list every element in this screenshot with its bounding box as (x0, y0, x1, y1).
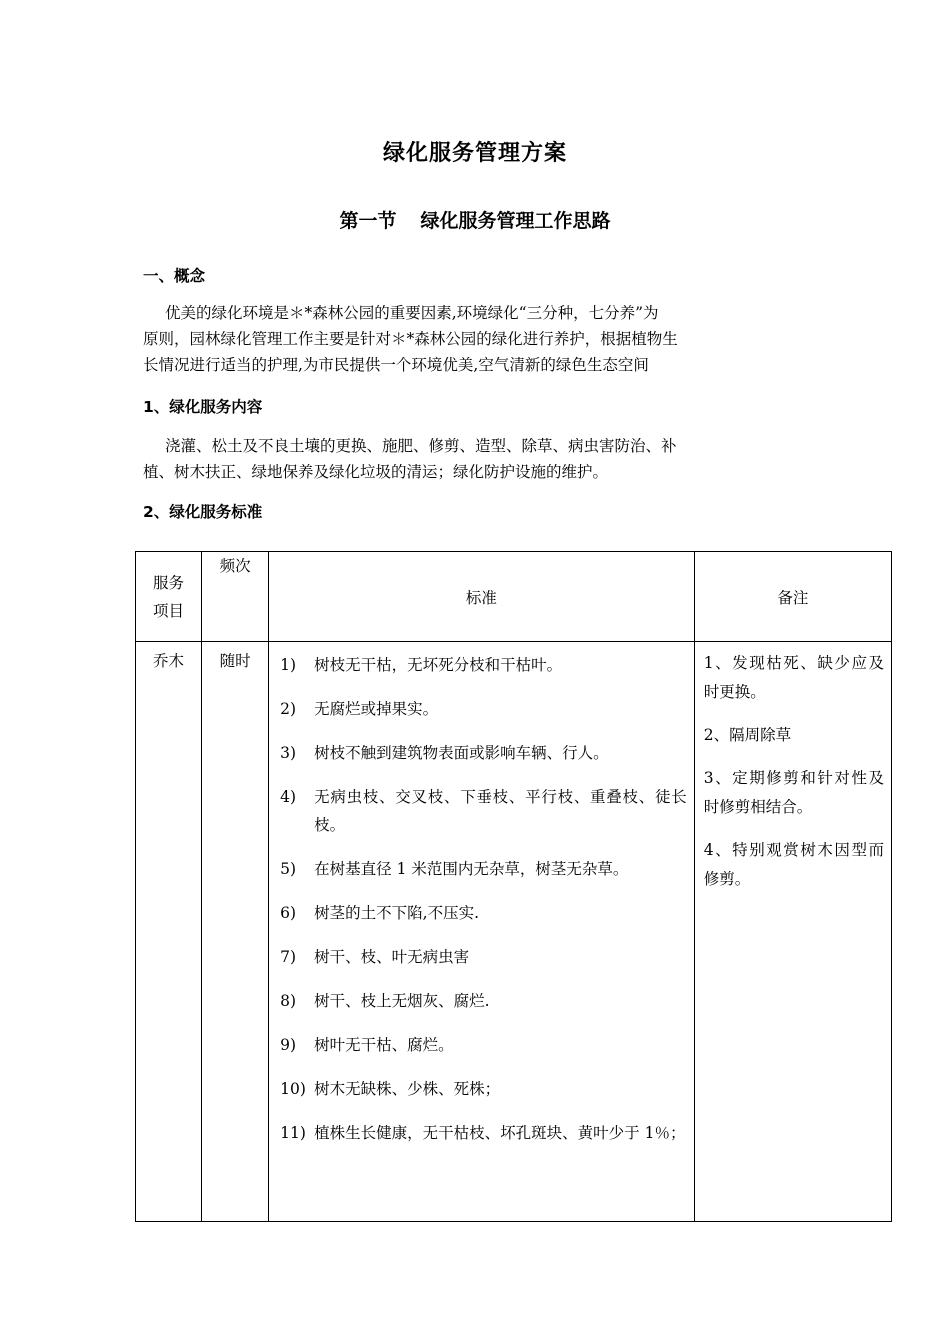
standard-heading: 2、绿化服务标准 (143, 503, 263, 521)
standard-number: 1) (280, 656, 297, 674)
standard-item (280, 855, 687, 883)
header-item-line-2: 项目 (153, 601, 185, 620)
concept-paragraph (143, 300, 813, 378)
standard-item (280, 899, 687, 927)
header-item-line-1: 服务 (153, 573, 185, 592)
standards-table (135, 551, 892, 1222)
header-standard: 标准 (269, 552, 695, 642)
content-line-2: 植、树木扶正、绿地保养及绿化垃圾的清运；绿化防护设施的维护。 (143, 463, 609, 481)
standard-item (280, 1075, 687, 1103)
cell-item: 乔木 (136, 642, 202, 1222)
note-item: 3、定期修剪和针对性及时修剪相结合。 (703, 769, 884, 816)
standard-text: 树叶无干枯、腐烂。 (314, 1036, 454, 1054)
content-line-1: 浇灌、松土及不良土壤的更换、施肥、修剪、造型、除草、病虫害防治、补 (165, 437, 677, 455)
table-row (136, 642, 892, 1222)
standard-item (280, 987, 687, 1015)
standard-text: 树木无缺株、少株、死株； (314, 1080, 501, 1098)
standard-item (280, 695, 687, 723)
standard-item (280, 943, 687, 971)
table-header-row (136, 552, 892, 642)
standard-item (280, 783, 687, 839)
standard-number: 9) (280, 1036, 297, 1054)
standard-text: 树茎的土不下陷,不压实. (314, 904, 480, 922)
concept-heading: 一、概念 (143, 267, 206, 285)
page-title: 绿化服务管理方案 (382, 141, 567, 166)
standard-text: 树干、枝、叶无病虫害 (314, 948, 470, 966)
standard-number: 3) (280, 744, 297, 762)
standard-number: 7) (280, 948, 297, 966)
standard-item (280, 1119, 687, 1147)
notes-list (696, 643, 890, 894)
standard-text: 树干、枝上无烟灰、腐烂. (314, 992, 490, 1010)
cell-frequency: 随时 (202, 642, 269, 1222)
standard-text: 树枝无干枯，无坏死分枝和干枯叶。 (314, 656, 563, 674)
standard-text: 植株生长健康，无干枯枝、坏孔斑块、黄叶少于 1％； (314, 1124, 686, 1142)
header-notes: 备注 (694, 552, 891, 642)
standard-number: 4) (280, 788, 297, 806)
content-paragraph (143, 433, 813, 485)
concept-line-1: 优美的绿化环境是＊*森林公园的重要因素,环境绿化“三分种，七分养”为 (165, 304, 659, 322)
section-text: 绿化服务管理工作思路 (420, 210, 611, 232)
section-label: 第一节 (339, 210, 397, 232)
standard-item (280, 1031, 687, 1059)
standard-item (280, 739, 687, 767)
standards-list (270, 643, 693, 1157)
note-item: 4、特别观赏树木因型而修剪。 (703, 841, 884, 888)
cell-standards (269, 642, 695, 1222)
standard-text: 无腐烂或掉果实。 (314, 700, 439, 718)
concept-line-3: 长情况进行适当的护理,为市民提供一个环境优美,空气清新的绿色生态空间 (143, 356, 649, 374)
header-item (136, 552, 202, 642)
standard-number: 11) (280, 1124, 306, 1142)
standard-text: 在树基直径 1 米范围内无杂草，树茎无杂草。 (314, 860, 629, 878)
standard-number: 5) (280, 860, 297, 878)
header-frequency: 频次 (202, 552, 269, 642)
concept-line-2: 原则，园林绿化管理工作主要是针对＊*森林公园的绿化进行养护，根据植物生 (143, 330, 678, 348)
standard-number: 2) (280, 700, 297, 718)
standard-number: 10) (280, 1080, 306, 1098)
standard-text: 无病虫枝、交叉枝、下垂枝、平行枝、重叠枝、徒长枝。 (314, 788, 687, 834)
cell-notes (694, 642, 891, 1222)
standard-number: 8) (280, 992, 297, 1010)
section-heading (0, 206, 950, 233)
standard-text: 树枝不触到建筑物表面或影响车辆、行人。 (314, 744, 609, 762)
note-item: 1、发现枯死、缺少应及时更换。 (703, 654, 884, 701)
standard-item (280, 651, 687, 679)
note-item: 2、隔周除草 (703, 726, 792, 744)
standard-number: 6) (280, 904, 297, 922)
content-heading: 1、绿化服务内容 (143, 398, 263, 416)
